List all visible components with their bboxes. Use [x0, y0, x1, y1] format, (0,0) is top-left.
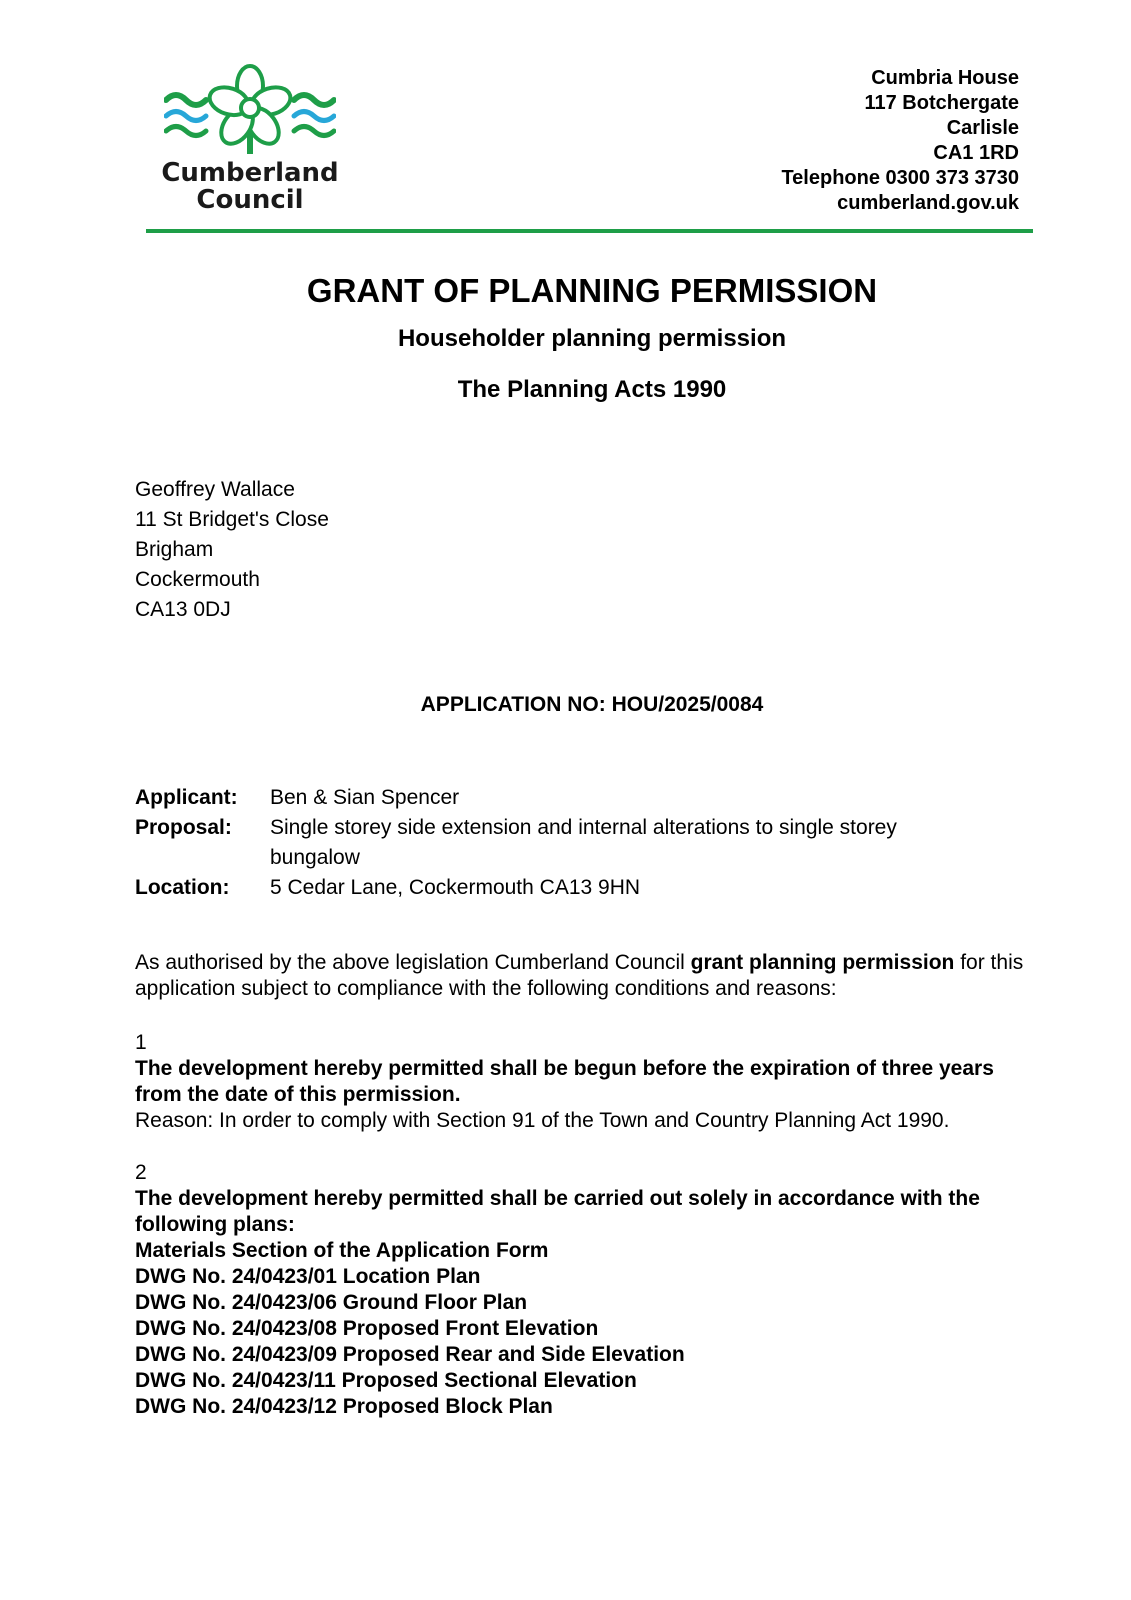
grant-emphasis: grant planning permission: [690, 951, 955, 974]
logo-line-1: Cumberland: [161, 158, 339, 188]
recipient-address: [135, 475, 329, 625]
plan-item: DWG No. 24/0423/11 Proposed Sectional Elevation: [135, 1369, 637, 1392]
plan-item: DWG No. 24/0423/01 Location Plan: [135, 1265, 481, 1288]
plan-item: DWG No. 24/0423/09 Proposed Rear and Side Elevation: [135, 1343, 685, 1366]
flower-waves-icon: [164, 64, 336, 154]
condition-text: The development hereby permitted shall be carried out solely in accordance with the following plans:: [135, 1187, 980, 1236]
logo-line-2: Council: [196, 185, 304, 215]
council-logo: [160, 64, 340, 224]
proposal-value: Single storey side extension and internal alterations to single storey bungalow: [270, 816, 897, 869]
applicant-label: Applicant:: [135, 786, 238, 809]
address-line: Cumbria House: [871, 67, 1019, 89]
plan-item: DWG No. 24/0423/12 Proposed Block Plan: [135, 1395, 553, 1418]
condition-reason: Reason: In order to comply with Section 91 of the Town and Country Planning Act 1990.: [135, 1109, 950, 1132]
condition-2: [135, 1160, 1040, 1420]
proposal-row: [135, 813, 990, 873]
plan-item: Materials Section of the Application Form: [135, 1239, 549, 1262]
condition-1: [135, 1030, 1040, 1134]
application-details: [135, 783, 990, 903]
grant-text: As authorised by the above legislation Cumberland Council: [135, 951, 691, 974]
header-divider: [146, 229, 1033, 233]
address-line: Carlisle: [946, 117, 1019, 139]
address-line: CA1 1RD: [933, 142, 1019, 164]
grant-text: for this application subject to compliance with the following conditions and reasons:: [135, 951, 1024, 1000]
grant-statement: [135, 950, 1035, 1002]
proposal-label: Proposal:: [135, 816, 232, 839]
telephone: Telephone 0300 373 3730: [781, 167, 1019, 189]
website: cumberland.gov.uk: [837, 192, 1019, 214]
recipient-line: 11 St Bridget's Close: [135, 508, 329, 531]
document-subtitle: Householder planning permission: [397, 325, 787, 352]
location-value: 5 Cedar Lane, Cockermouth CA13 9HN: [270, 876, 641, 899]
recipient-postcode: CA13 0DJ: [135, 598, 231, 621]
document-title: GRANT OF PLANNING PERMISSION: [306, 272, 878, 309]
condition-number: 1: [135, 1031, 147, 1054]
recipient-line: Cockermouth: [135, 568, 260, 591]
recipient-name: Geoffrey Wallace: [135, 478, 295, 501]
application-number: APPLICATION NO: HOU/2025/0084: [420, 693, 764, 716]
council-address: [781, 66, 1019, 216]
condition-number: 2: [135, 1161, 147, 1184]
recipient-line: Brigham: [135, 538, 214, 561]
address-line: 117 Botchergate: [864, 92, 1019, 114]
plan-item: DWG No. 24/0423/06 Ground Floor Plan: [135, 1291, 528, 1314]
location-row: [135, 873, 990, 903]
legislation-title: The Planning Acts 1990: [457, 376, 727, 403]
condition-text: The development hereby permitted shall be begun before the expiration of three years from the date of this permission.: [135, 1057, 994, 1106]
location-label: Location:: [135, 876, 230, 899]
applicant-value: Ben & Sian Spencer: [270, 786, 460, 809]
logo-wordmark: [160, 160, 340, 214]
applicant-row: [135, 783, 990, 813]
plan-item: DWG No. 24/0423/08 Proposed Front Elevation: [135, 1317, 599, 1340]
